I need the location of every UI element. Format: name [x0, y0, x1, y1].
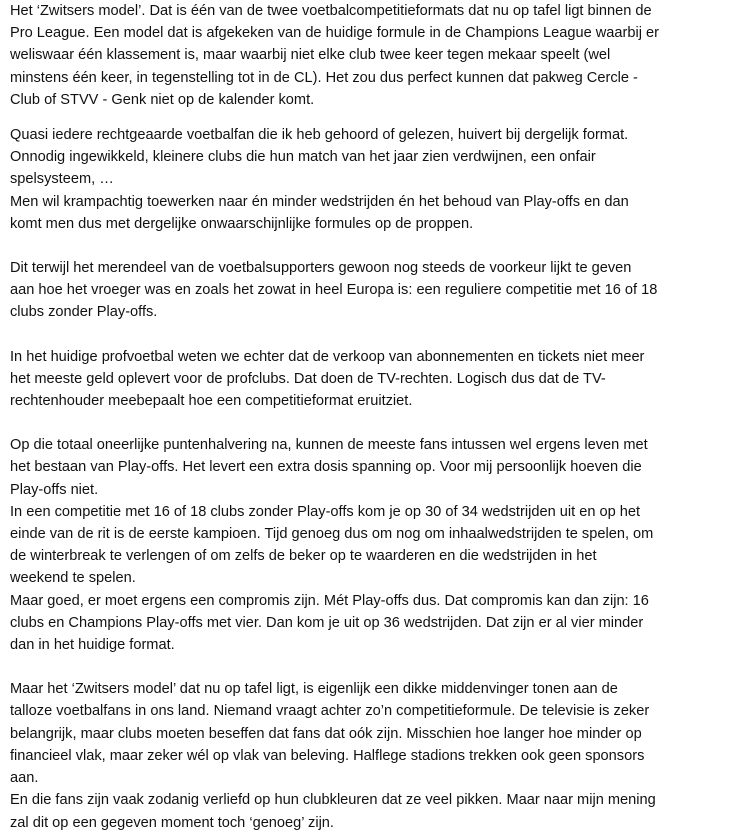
- text-line: aan.: [10, 770, 39, 787]
- paragraph-tv-rights: [10, 346, 730, 413]
- text-line: clubs en Champions Play-offs met vier. Dan kom je uit op 36 wedstrijden. Dat zijn er al vier minder: [10, 614, 644, 631]
- text-line: In het huidige profvoetbal weten we echter dat de verkoop van abonnementen en tickets niet meer: [10, 348, 645, 365]
- text-line: Play-offs niet.: [10, 481, 99, 498]
- text-line: einde van de rit is de eerste kampioen. Tijd genoeg dus om nog om inhaalwedstrijden te spelen, om: [10, 526, 654, 543]
- text-line: belangrijk, maar clubs moeten beseffen dat fans dat oók zijn. Misschien hoe langer hoe minder op: [10, 725, 642, 742]
- text-line: zal dit op een gegeven moment toch ‘genoeg’ zijn.: [10, 814, 334, 831]
- paragraph-swiss-model-intro: [10, 0, 730, 111]
- text-line: Maar het ‘Zwitsers model’ dat nu op tafel ligt, is eigenlijk een dikke middenvinger tonen aan de: [10, 681, 618, 698]
- paragraph-spacer: [10, 656, 730, 678]
- paragraph-spacer: [10, 324, 730, 346]
- paragraph-spacer: [10, 111, 730, 124]
- text-line: Het ‘Zwitsers model’. Dat is één van de twee voetbalcompetitieformats dat nu op tafel ligt binnen de: [10, 3, 652, 19]
- text-line: clubs zonder Play-offs.: [10, 304, 158, 321]
- text-line: Dit terwijl het merendeel van de voetbalsupporters gewoon nog steeds de voorkeur lijkt te geven: [10, 260, 632, 277]
- text-line: Pro League. Een model dat is afgekeken van de huidige formule in de Champions League waarbij er: [10, 25, 660, 42]
- paragraph-conclusion: [10, 678, 730, 833]
- text-line: het meeste geld oplevert voor de profclubs. Dat doen de TV-rechten. Logisch dus dat de TV-: [10, 370, 606, 387]
- paragraph-spacer: [10, 412, 730, 434]
- text-line: rechtenhouder meebepaalt hoe een competitieformat eruitziet.: [10, 393, 413, 410]
- paragraph-play-offs: [10, 434, 730, 656]
- paragraph-fan-reaction: [10, 124, 730, 235]
- text-line: komt men dus met dergelijke onwaarschijnlijke formules op de proppen.: [10, 215, 474, 232]
- text-line: In een competitie met 16 of 18 clubs zonder Play-offs kom je op 30 of 34 wedstrijden uit en op het: [10, 503, 641, 520]
- text-line: dan in het huidige format.: [10, 637, 175, 654]
- text-line: spelsysteem, …: [10, 171, 114, 188]
- text-line: weliswaar één klassement is, maar waarbij niet elke club twee keer tegen mekaar speelt (wel: [10, 47, 611, 64]
- text-line: minstens één keer, in tegenstelling tot in de CL). Het zou dus perfect kunnen dat pakweg Cercle -: [10, 69, 638, 86]
- text-line: Op die totaal oneerlijke puntenhalvering na, kunnen de meeste fans intussen wel ergens leven met: [10, 437, 648, 454]
- text-line: weekend te spelen.: [10, 570, 136, 587]
- text-line: het bestaan van Play-offs. Het levert een extra dosis spanning op. Voor mij persoonlijk hoeven die: [10, 459, 642, 476]
- paragraph-spacer: [10, 235, 730, 257]
- text-line: talloze voetbalfans in ons land. Niemand vraagt achter zo’n competitieformule. De televisie is zeker: [10, 703, 650, 720]
- text-line: Quasi iedere rechtgeaarde voetbalfan die ik heb gehoord of gelezen, huivert bij dergelijk format.: [10, 127, 629, 144]
- text-line: En die fans zijn vaak zodanig verliefd op hun clubkleuren dat ze veel pikken. Maar naar mijn mening: [10, 792, 656, 809]
- text-line: Onnodig ingewikkeld, kleinere clubs die hun match van het jaar zien verdwijnen, een onfair: [10, 149, 596, 166]
- text-line: de winterbreak te verlengen of om zelfs de beker op te waarderen en die wedstrijden in het: [10, 548, 597, 565]
- text-line: Men wil krampachtig toewerken naar én minder wedstrijden én het behoud van Play-offs en dan: [10, 193, 629, 210]
- paragraph-supporter-preference: [10, 257, 730, 324]
- text-line: Club of STVV - Genk niet op de kalender komt.: [10, 91, 315, 108]
- document-body: [10, 0, 730, 834]
- text-line: aan hoe het vroeger was en zoals het zowat in heel Europa is: een reguliere competitie met 16 of 18: [10, 282, 658, 299]
- text-line: Maar goed, er moet ergens een compromis zijn. Mét Play-offs dus. Dat compromis kan dan zijn: 16: [10, 592, 649, 609]
- text-line: financieel vlak, maar zeker wél op vlak van beleving. Halflege stadions trekken ook geen sponsors: [10, 747, 645, 764]
